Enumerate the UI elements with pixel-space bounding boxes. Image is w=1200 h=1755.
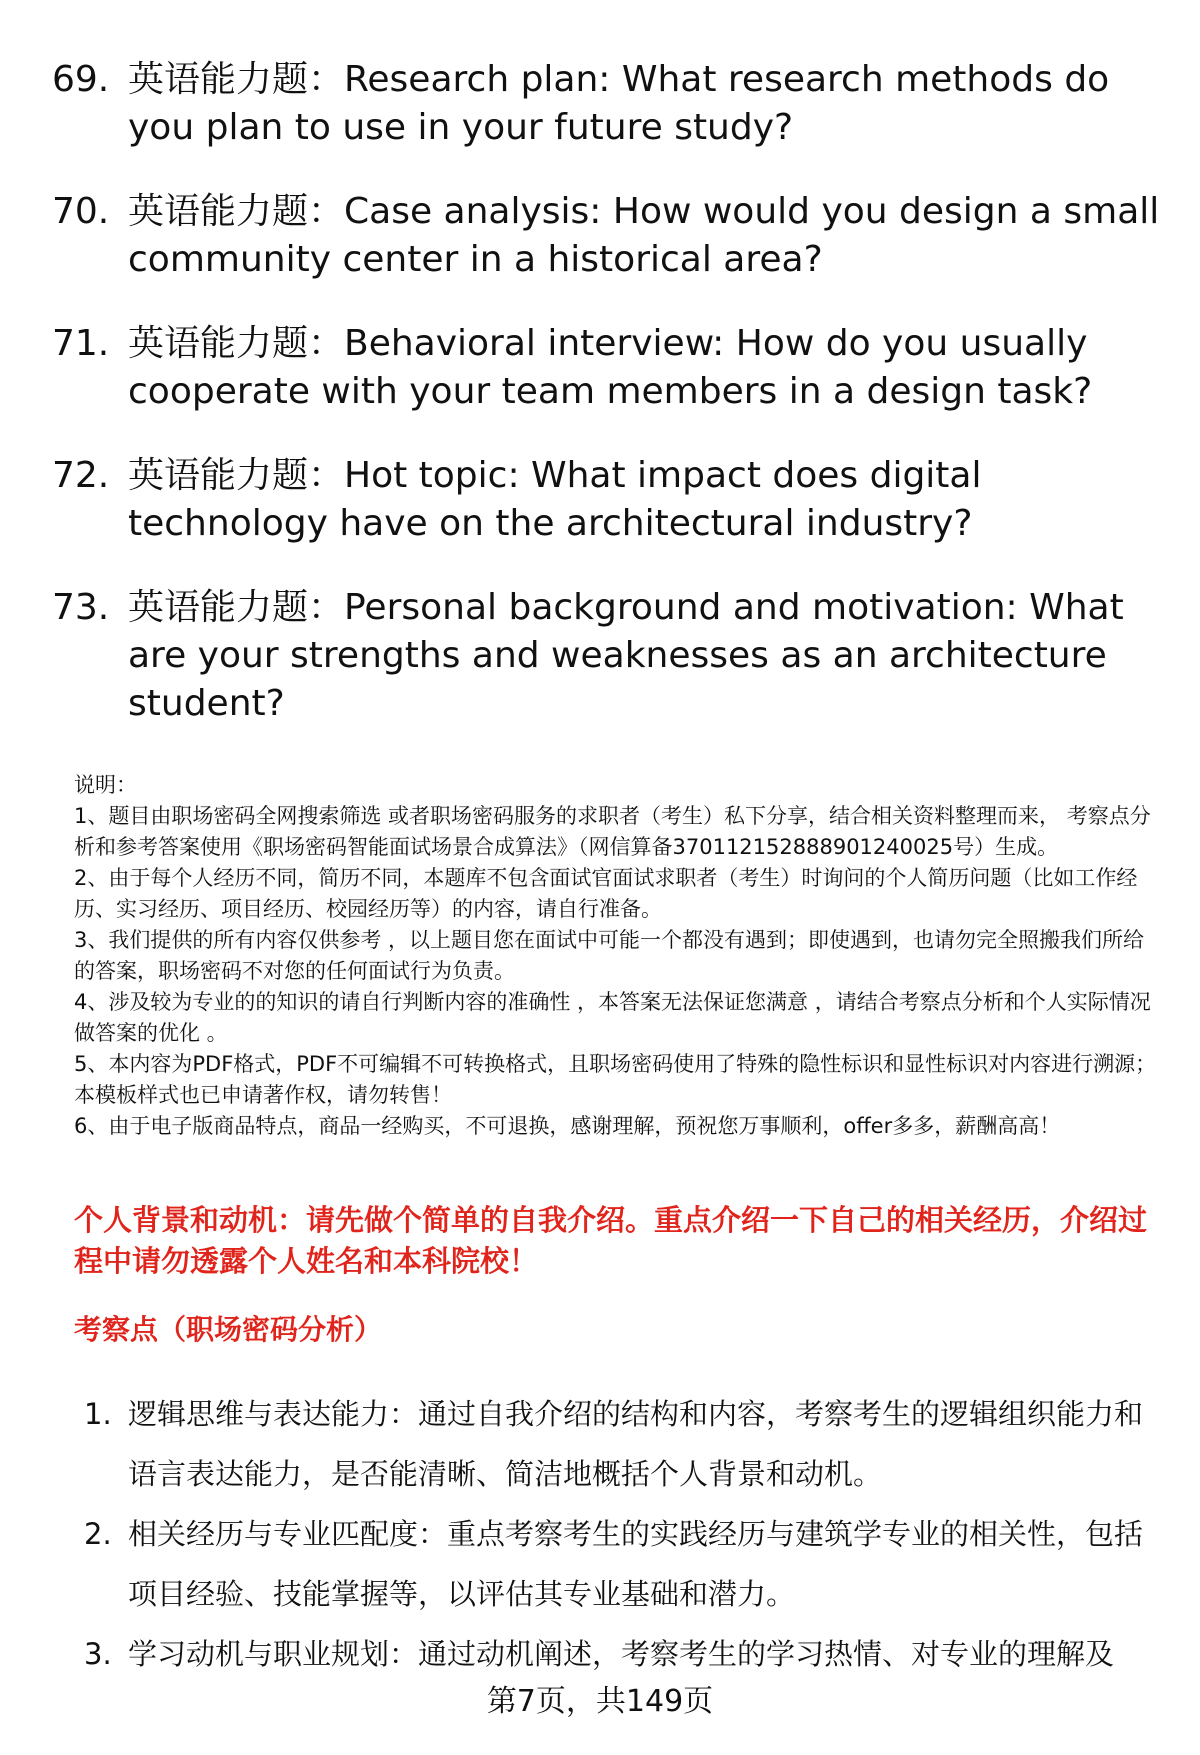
point-number: 3. <box>84 1637 112 1671</box>
point-number: 2. <box>84 1517 112 1551</box>
point-text: 学习动机与职业规划：通过动机阐述，考察考生的学习热情、对专业的理解及 <box>128 1637 1115 1671</box>
question-text: 英语能力题：Personal background and motivation: What are your strengths and weaknesses as an architecture student? <box>128 587 1124 724</box>
note-item: 6、由于电子版商品特点，商品一经购买，不可退换，感谢理解，预祝您万事顺利，offer多多，薪酬高高！ <box>74 1114 1061 1138</box>
analysis-point <box>84 1504 1160 1624</box>
question-item <box>52 188 1162 284</box>
point-text: 逻辑思维与表达能力：通过自我介绍的结构和内容，考察考生的逻辑组织能力和语言表达能力，是否能清晰、简洁地概括个人背景和动机。 <box>128 1397 1144 1491</box>
question-item <box>52 452 1162 548</box>
page-footer: 第7页，共149页 <box>486 1684 714 1719</box>
analysis-point <box>84 1384 1160 1504</box>
analysis-points <box>84 1384 1160 1684</box>
note-item: 3、我们提供的所有内容仅供参考 ，以上题目您在面试中可能一个都没有遇到；即使遇到，也请勿完全照搬我们所给的答案，职场密码不对您的任何面试行为负责。 <box>74 928 1145 983</box>
note-item: 1、题目由职场密码全网搜索筛选 或者职场密码服务的求职者（考生）私下分享，结合相关资料整理而来， 考察点分析和参考答案使用《职场密码智能面试场景合成算法》（网信算备370112152888901240025号）生成。 <box>74 804 1151 859</box>
question-item <box>52 584 1162 728</box>
question-text: 英语能力题：Hot topic: What impact does digital technology have on the architectural industry? <box>128 455 982 544</box>
notes-heading: 说明： <box>74 773 137 797</box>
analysis-point <box>84 1624 1160 1684</box>
analysis-heading: 考察点（职场密码分析） <box>74 1313 383 1346</box>
question-text: 英语能力题：Case analysis: How would you design a small community center in a historical area? <box>128 191 1160 280</box>
question-number: 69. <box>52 59 110 100</box>
note-item: 2、由于每个人经历不同，简历不同，本题库不包含面试官面试求职者（考生）时询问的个人简历问题（比如工作经历、实习经历、项目经历、校园经历等）的内容，请自行准备。 <box>74 866 1138 921</box>
question-item <box>52 56 1162 152</box>
main-question-title: 个人背景和动机：请先做个简单的自我介绍。重点介绍一下自己的相关经历，介绍过程中请勿透露个人姓名和本科院校！ <box>74 1203 1148 1278</box>
question-text: 英语能力题：Research plan: What research methods do you plan to use in your future study? <box>128 59 1110 148</box>
question-number: 70. <box>52 191 110 232</box>
notes-section <box>74 770 1160 1142</box>
point-number: 1. <box>84 1397 112 1431</box>
note-item: 5、本内容为PDF格式，PDF不可编辑不可转换格式，且职场密码使用了特殊的隐性标识和显性标识对内容进行溯源；本模板样式也已申请著作权，请勿转售！ <box>74 1052 1157 1107</box>
question-number: 73. <box>52 587 110 628</box>
question-number: 71. <box>52 323 110 364</box>
question-number: 72. <box>52 455 110 496</box>
point-text: 相关经历与专业匹配度：重点考察考生的实践经历与建筑学专业的相关性，包括项目经验、技能掌握等，以评估其专业基础和潜力。 <box>128 1517 1144 1611</box>
note-item: 4、涉及较为专业的的知识的请自行判断内容的准确性 ，本答案无法保证您满意 ，请结合考察点分析和个人实际情况做答案的优化 。 <box>74 990 1151 1045</box>
question-list <box>52 56 1162 764</box>
question-item <box>52 320 1162 416</box>
question-text: 英语能力题：Behavioral interview: How do you usually cooperate with your team members in a design task? <box>128 323 1093 412</box>
